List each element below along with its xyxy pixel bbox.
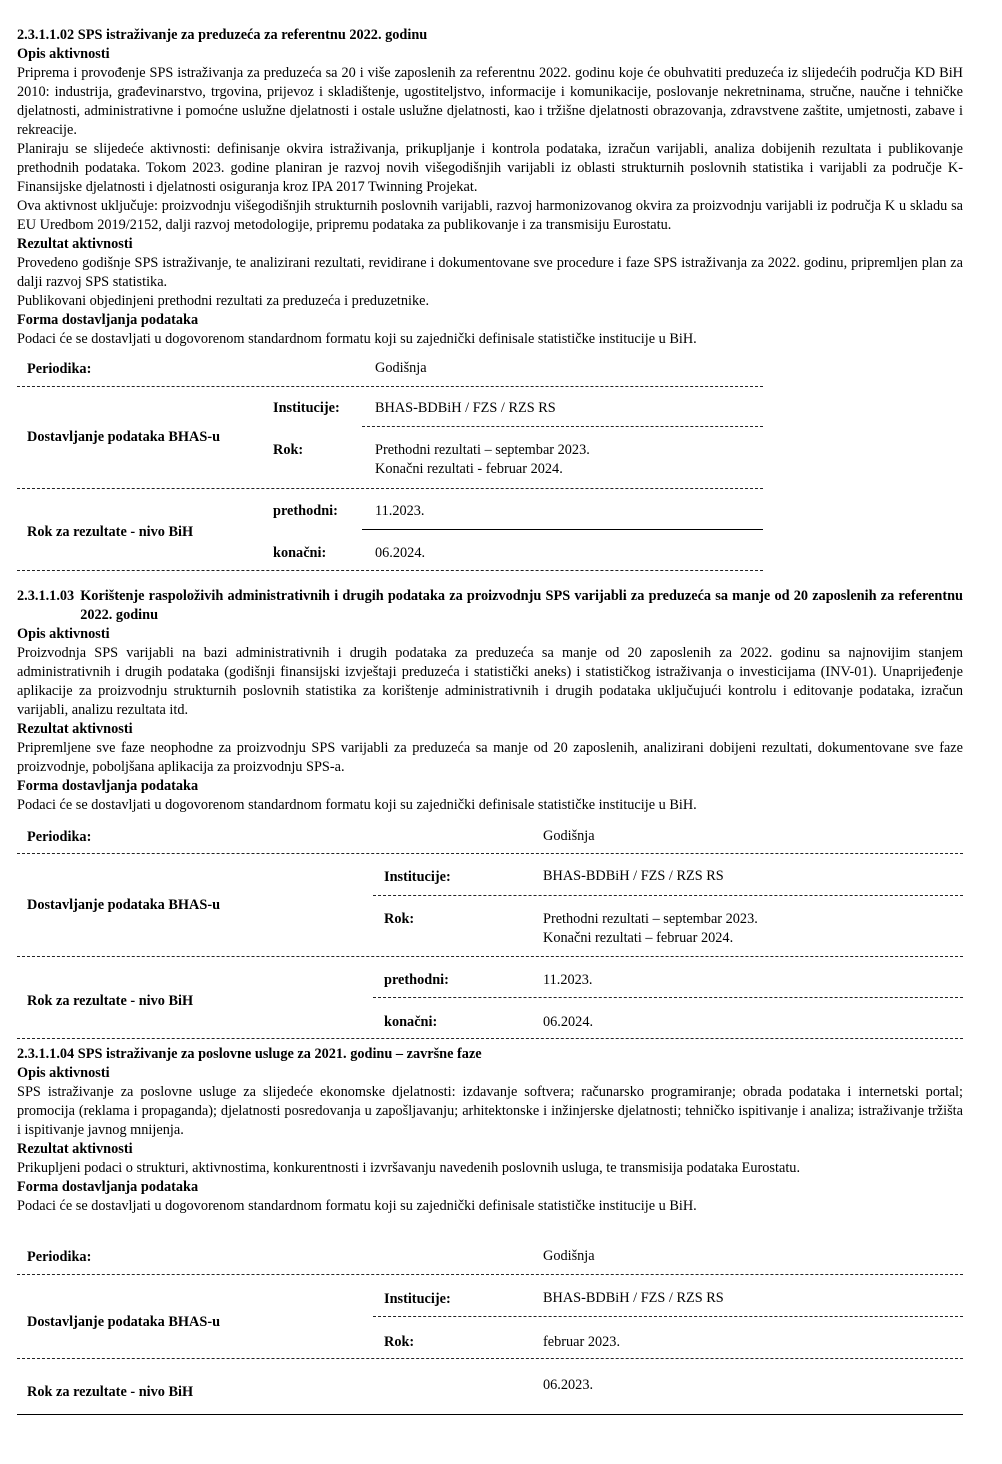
institucije-value: BHAS-BDBiH / FZS / RZS RS [543, 1290, 724, 1306]
opis-label: Opis aktivnosti [17, 626, 110, 642]
divider [17, 1274, 963, 1275]
konacni-label: konačni: [273, 545, 327, 561]
rok-value: februar 2023. [543, 1334, 621, 1350]
section-title: Korištenje raspoloživih administrativnih i drugih podataka za proizvodnju SPS varijabli za preduzeća sa manje od 20 zaposlenih za referentnu 2022. godinu [80, 588, 963, 623]
section-number: 2.3.1.1.03 [17, 588, 75, 604]
opis-label: Opis aktivnosti [17, 46, 110, 62]
rokrez-label: Rok za rezultate - nivo BiH [27, 524, 194, 540]
rezultat-label: Rezultat aktivnosti [17, 236, 133, 252]
rezultat-paragraph: Pripremljene sve faze neophodne za proizvodnju SPS varijabli za preduzeća sa manje od 20 zaposlenih, analizirani dobijeni rezultati, dokumentovane sve faze proizvodnje, poboljšana aplikacija za proizvodnju SPS-a. [17, 740, 963, 775]
prethodni-label: prethodni: [384, 972, 449, 988]
divider [17, 853, 963, 854]
institucije-label: Institucije: [273, 400, 340, 416]
rok-value: Prethodni rezultati – septembar 2023. [375, 442, 590, 458]
dostavljanje-label: Dostavljanje podataka BHAS-u [27, 897, 221, 913]
dostavljanje-label: Dostavljanje podataka BHAS-u [27, 1314, 221, 1330]
rok-value: Prethodni rezultati – septembar 2023. [543, 911, 758, 927]
section-2-3-1-1-03 [17, 587, 963, 1045]
document-page [17, 26, 963, 1416]
rokrez-value: 06.2023. [543, 1377, 594, 1393]
institucije-value: BHAS-BDBiH / FZS / RZS RS [543, 868, 724, 884]
section-heading [17, 587, 963, 625]
forma-label: Forma dostavljanja podataka [17, 1179, 199, 1195]
opis-label: Opis aktivnosti [17, 1065, 110, 1081]
konacni-label: konačni: [384, 1014, 438, 1030]
periodika-value: Godišnja [543, 1248, 595, 1264]
divider [362, 426, 763, 427]
rokrez-label: Rok za rezultate - nivo BiH [27, 993, 194, 1009]
divider [17, 956, 963, 957]
divider [17, 570, 763, 571]
rok-value: Konačni rezultati - februar 2024. [375, 461, 563, 477]
schedule-table [17, 1216, 963, 1416]
divider [362, 529, 763, 530]
forma-label: Forma dostavljanja podataka [17, 778, 199, 794]
periodika-value: Godišnja [543, 828, 595, 844]
periodika-label: Periodika: [27, 361, 92, 377]
divider [373, 895, 963, 896]
opis-paragraph: Ova aktivnost uključuje: proizvodnju višegodišnjih strukturnih poslovnih varijabli, razvoj harmonizovanog okvira za proizvodnju varijabli iz područja K u skladu sa EU Uredbom 2019/2152, dalji razvoj metodologije, pripremu podataka za publikovanje i za transmisiju Eurostatu. [17, 198, 963, 233]
prethodni-value: 11.2023. [543, 972, 593, 988]
rok-value: Konačni rezultati – februar 2024. [543, 930, 734, 946]
forma-paragraph: Podaci će se dostavljati u dogovorenom standardnom formatu koji su zajednički definisale statističke institucije u BiH. [17, 1198, 697, 1214]
periodika-label: Periodika: [27, 1249, 92, 1265]
divider [17, 1038, 963, 1039]
konacni-value: 06.2024. [375, 545, 426, 561]
rezultat-paragraph: Provedeno godišnje SPS istraživanje, te analizirani rezultati, revidirane i dokumentovane sve procedure i faze SPS istraživanja za 2022. godinu, pripremljen plan za dalji razvoj SPS statistika. [17, 255, 963, 290]
dostavljanje-label: Dostavljanje podataka BHAS-u [27, 429, 221, 445]
rezultat-paragraph: Prikupljeni podaci o strukturi, aktivnostima, konkurentnosti i izvršavanju navedenih poslovnih usluga, te transmisija podataka Eurostatu. [17, 1160, 801, 1176]
schedule-table [17, 815, 963, 1045]
divider [17, 386, 763, 387]
divider [17, 488, 763, 489]
divider [17, 1414, 963, 1415]
section-2-3-1-1-04 [17, 1045, 963, 1416]
periodika-label: Periodika: [27, 829, 92, 845]
divider [17, 1358, 963, 1359]
section-heading: 2.3.1.1.02 SPS istraživanje za preduzeća za referentnu 2022. godinu [17, 27, 428, 43]
opis-paragraph: Planiraju se slijedeće aktivnosti: definisanje okvira istraživanja, prikupljanje i kontrola podataka, izračun varijabli, analiza dobijenih rezultata i publikovanje prethodnih podataka. Tokom 2023. godine planiran je razvoj novih višegodišnjih varijabli iz oblasti strukturnih poslovnih statistika i varijabli za područje K-Finansijske djelatnosti i djelatnosti osiguranja kroz IPA 2017 Twinning Projekat. [17, 141, 963, 195]
rok-label: Rok: [384, 911, 415, 927]
forma-paragraph: Podaci će se dostavljati u dogovorenom standardnom formatu koji su zajednički definisale statističke institucije u BiH. [17, 797, 697, 813]
konacni-value: 06.2024. [543, 1014, 594, 1030]
prethodni-label: prethodni: [273, 503, 338, 519]
opis-paragraph: Priprema i provođenje SPS istraživanja za preduzeća sa 20 i više zaposlenih za referentnu 2022. godinu koje će obuhvatiti preduzeća iz slijedećih područja KD BiH 2010: industrija, građevinarstvo, trgovina, prijevoz i skladištenje, ugostiteljstvo, informacije i komunikacije, poslovanje nekretninama, stručne, naučne i tehničke djelatnosti, administrativne i pomoćne uslužne djelatnosti i ostale uslužne djelatnosti, kao i tržišne djelatnosti obrazovanja, zdravstvene zaštite, umjetnosti, zabave i rekreacije. [17, 65, 963, 138]
opis-paragraph: Proizvodnja SPS varijabli na bazi administrativnih i drugih podataka za preduzeća sa manje od 20 zaposlenih za 2022. godinu sa najnovijim stanjem administrativnih i drugih podataka (godišnji finansijski izvještaji preduzeća i statistički aneks) i statističkog istraživanja o investicijama (INV-01). Unaprijeđenje aplikacije za proizvodnju strukturnih poslovnih statistika za korištenje administrativnih i drugih podataka uključujući kontrolu i editovanje podataka, izračun varijabli, analizu rezultata itd. [17, 645, 963, 718]
schedule-table [17, 349, 963, 587]
rokrez-label: Rok za rezultate - nivo BiH [27, 1384, 194, 1400]
rezultat-label: Rezultat aktivnosti [17, 721, 133, 737]
prethodni-value: 11.2023. [375, 503, 425, 519]
divider [373, 1316, 963, 1317]
rok-label: Rok: [273, 442, 304, 458]
institucije-label: Institucije: [384, 869, 451, 885]
forma-label: Forma dostavljanja podataka [17, 312, 199, 328]
forma-paragraph: Podaci će se dostavljati u dogovorenom standardnom formatu koji su zajednički definisale statističke institucije u BiH. [17, 331, 697, 347]
divider [373, 997, 963, 998]
section-heading: 2.3.1.1.04 SPS istraživanje za poslovne usluge za 2021. godinu – završne faze [17, 1046, 482, 1062]
rezultat-paragraph: Publikovani objedinjeni prethodni rezultati za preduzeća i preduzetnike. [17, 293, 430, 309]
rok-label: Rok: [384, 1334, 415, 1350]
periodika-value: Godišnja [375, 360, 427, 376]
institucije-label: Institucije: [384, 1291, 451, 1307]
opis-paragraph: SPS istraživanje za poslovne usluge za slijedeće ekonomske djelatnosti: izdavanje softvera; računarsko programiranje; obrada podataka i internetski portal; promocija (reklama i propaganda); djelatnosti posredovanja u zapošljavanju; arhitektonske i inžinjerske djelatnosti; tehničko ispitivanje i analiza; istraživanje tržišta i ispitivanje javnog mnijenja. [17, 1084, 963, 1138]
rezultat-label: Rezultat aktivnosti [17, 1141, 133, 1157]
institucije-value: BHAS-BDBiH / FZS / RZS RS [375, 400, 556, 416]
section-2-3-1-1-02 [17, 26, 963, 587]
